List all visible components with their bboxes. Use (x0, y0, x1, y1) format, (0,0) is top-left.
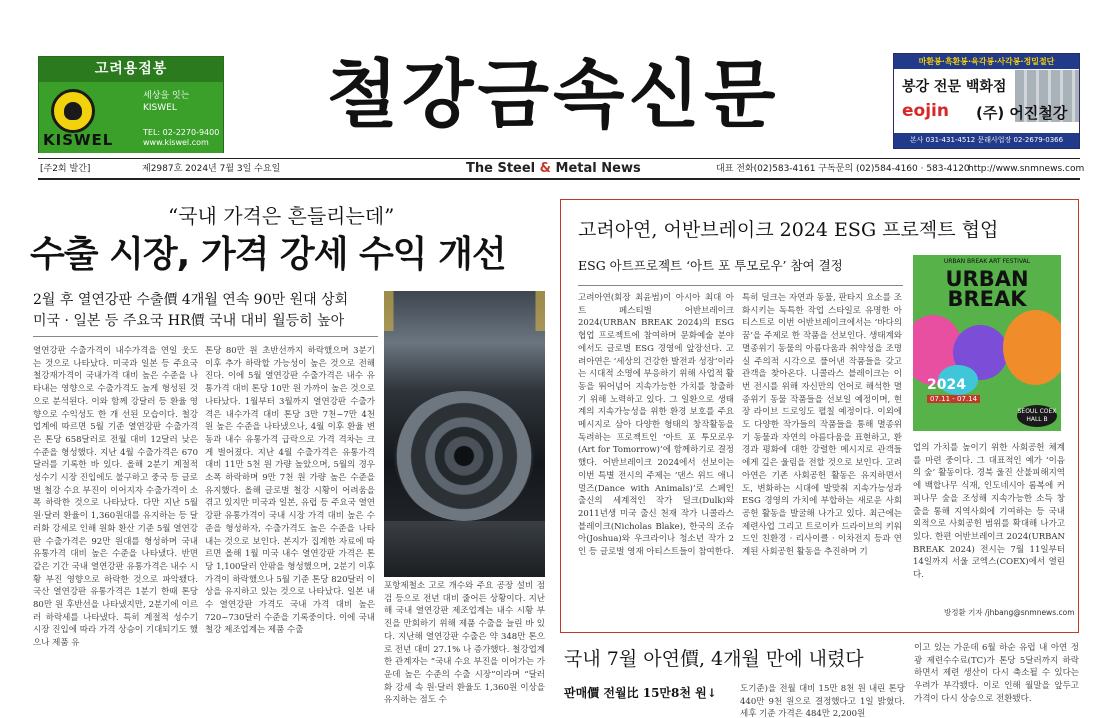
newspaper-title: 철강금속신문 (326, 52, 780, 138)
subhead-divider (33, 336, 378, 337)
english-name-a: The Steel (466, 161, 536, 176)
kiswel-slogan-line1: 세상을 잇는 (143, 91, 190, 101)
eojin-ad-headline: 봉강 전문 백화점 (902, 79, 1007, 95)
website-url[interactable]: http://www.snmnews.com (968, 164, 1085, 174)
phone-numbers: 대표 전화(02)583-4161 구독문의 (02)584-4160 · 583-4120 (716, 164, 970, 174)
lead-headline[interactable]: 수출 시장, 가격 강세 수익 개선 (30, 234, 506, 275)
urban-break-poster (913, 255, 1061, 431)
esg-column-3: 업의 가치를 높이기 위한 사회공헌 체계를 마련 중이다. 그 대표적인 예가 ‘이음의 숲’ 활동이다. 경북 울진 산불피해지역에 백합나무 식재, 인도네시아 롬복에 커피나무 숲을 조성해 지속가능한 소득 창출을 통해 지역사회에 기여하는 등 국내외적으로 사회공헌 범위를 확대해 나가고 있다. 한편 어반브레이크 2024(URBAN BREAK 2024) 전시는 7월 11일부터 14일까지 서울 코엑스(COEX)에서 열린다. (913, 443, 1065, 581)
kiswel-brand: KISWEL (43, 131, 114, 149)
esg-divider (578, 285, 903, 286)
kiswel-contact (143, 128, 219, 148)
eojin-steel-ad[interactable] (893, 53, 1080, 149)
lead-column-2: 톤당 80만 원 초반선까지 하락했으며 3분기 이후 추가 하락할 가능성이 높은 것으로 전해진다. 이에 5월 열연강판 수출가격은 내수 유통가격 대비 톤당 10만 원 가까이 높은 것으로 나타났다. 1월부터 3월까지 열연강판 수출가격은 내수가격 대비 톤당 3만 7천~7만 4천 원 높은 수준을 나타냈으나, 4월 이후 환율 변동과 내수 유통가격 급락으로 가격 격차는 크게 벌어졌다. 지난 4월 수출가격은 유통가격 대비 11만 5천 원 가량 높았으며, 5월의 경우 소폭 하락하며 9만 7천 원 가량 높은 수준을 유지했다. 올해 글로벌 철강 시황이 어려움을 겪고 있지만 미국과 일본, 유럽 등 주요국 열연강판 유통가격이 국내 시장 가격 대비 높은 수준을 형성하자, 수출가격도 높은 수준을 나타내는 것으로 보인다. 본지가 집계한 자료에 따르면 올해 1월 미국 내수 열연강판 가격은 톤당 1,100달러 안팎을 형성했으며, 2분기 이후 가격이 하락했으나 5월 기준 톤당 820달러 이상을 유지하고 있는 것으로 나타났다. 일본 내수 열연강판 가격도 국내 가격 대비 높은 720~730달러 수준을 기록중이다. 이에 국내 철강 제조업계는 제품 수출 (205, 346, 375, 636)
esg-column-2: 특히 덜크는 자연과 동물, 판타지 요소를 조화시키는 독특한 작업 스타일로 유명한 아티스트로 이번 어반브레이크에서는 ‘바다의 꿈’을 주제로 한 작품을 선보인다. 생태계와 멸종위기 동물의 아름다움과 취약성을 조명실 주의적 시각으로 풀어낸 작품들을 갖고 관객을 찾아온다. 니콜라스 블레이크는 이번 전시를 위해 자신만의 언어로 해석한 멸종위기 동물 작품들을 선보일 예정이며, 현장 라이브 드로잉도 펼칠 예정이다. 이외에도 다양한 작가들의 작품들을 통해 멸종위기 동물과 자연의 아름다움을 표현하고, 환경과 평화에 대한 강렬한 메시지로 관객들에게 깊은 울림을 전할 것으로 보인다. 고려아연은 기존 사회공헌 활동은 유지하면서도, 변화하는 시대에 발맞춰 지속가능성과 ESG 경영의 가치에 부합하는 새로운 사회공헌 활동을 발굴해 나가고 있다. 최근에는 제련사업 그리고 트로이카 드라이브의 키워드인 친환경 · 리사이클 · 이차전지 등과 연계된 사회공헌 활동을 추진하며 기 (742, 293, 902, 558)
esg-byline: 방정환 기자 /jhbang@snmnews.com (944, 608, 1075, 617)
eojin-logo: eojin (902, 101, 949, 121)
kiswel-slogan-line2: KISWEL (143, 103, 177, 113)
zinc-column-2: 이고 있는 가운데 6월 하순 유럽 내 아연 정광 제련수수료(TC)가 톤당 5달러까지 하락하면서 제련 생산이 다시 축소될 수 있다는 우려가 부각됐다. 이로 인해 월말을 앞두고 가격이 다시 상승으로 전환됐다. (914, 643, 1079, 704)
steel-coil-photo (384, 291, 545, 577)
lead-column-3: 포항제철소 고로 개수와 주요 공장 설비 점검 등으로 전년 대비 줄어든 상황이다. 지난해 국내 열연강판 제조업계는 내수 시황 부진을 만회하기 위해 제품 수출을 늘린 바 있다. 지난해 열연강판 수출은 약 348만 톤으로 전년 대비 27.1% 나 증가했다. 철강업계 한 관계자는 “국내 수요 부진을 이어가는 가운데 높은 수준의 수출 시장”이라며 “달러화 강세 속 원·달러 환율도 1,360원 이상을 유지하는 점도 수 (384, 581, 545, 706)
lead-column-1: 열연강판 수출가격이 내수가격을 연일 웃도는 것으로 나타났다. 미국과 일본 등 주요국 철강재가격이 국내가격 대비 높은 수준을 나타내는 영향으로 수출가격도 높게 형성된 것으로 분석된다. 이와 함께 강달러 등 환율 영향으로 수익성도 한 개 선된 모습이다. 철강업계에 따르면 5월 기준 열연강판 수출가격은 톤당 658달러로 전월 대비 12달러 낮은 수준을 형성했다. 지난 4월 수출가격은 670달러를 기록한 바 있다. 올해 2분기 계절적 성수기 시장 진입에도 불구하고 중국 등 글로벌 철강 수요 부진이 이어지자 수출가격이 소폭 하락한 것으로 나타났다. 다만 지난 5월 원·달러 환율이 1,360원대를 유지하는 등 달러화 강세로 인해 원화 환산 기준 5월 열연강판 수출가격은 92만 원대를 형성하며 국내 유통가격 대비 높은 수준을 나타냈다. 반면 같은 기간 국내 열연강판 유통가격은 내수 시황 부진 영향으로 하락한 것으로 파악됐다. 국산 열연강판 유통가격은 1분기 한때 톤당 80만 원 후반선을 나타냈지만, 2분기에 이르러 하락세를 나타냈다. 특히 계절적 성수기 시장 진입에 따라 가격 상승이 기대되기도 했으나 제품 유 (33, 346, 198, 649)
publication-frequency: [주2회 발간] (40, 164, 91, 174)
eojin-ad-contacts: 본사 031-431-4512 문래사업장 02-2679-0366 (894, 133, 1079, 148)
lead-subhead (33, 290, 378, 332)
esg-headline[interactable]: 고려아연, 어반브레이크 2024 ESG 프로젝트 협업 (578, 219, 999, 241)
lead-subhead-line1: 2월 후 열연강판 수출價 4개월 연속 90만 원대 상회 (33, 292, 349, 308)
poster-brand (913, 269, 1061, 309)
poster-dates: 07.11 - 07.14 (927, 395, 980, 403)
issue-info-bar (38, 158, 1085, 180)
bulldog-logo-icon (51, 89, 95, 133)
esg-column-1: 고려아연(회장 최윤범)이 아시아 최대 아트 페스티벌 어반브레이크 2024(URBAN BREAK 2024)의 ESG 협업 프로젝트에 참여하며 문화예술 분야에서도 글로벌 ESG 경영에 앞장선다. 고려아연은 ‘세상의 건강한 발전과 성장’이라는 시대적 소명에 부응하기 위해 사업적 활동을 뛰어넘어 지속가능한 가치를 창출하기 위해 노력하고 있다. 그 일환으로 생태계의 지속가능성을 위한 환경 보호를 주요 메시지로 삼아 다양한 형태의 창작활동을 독려하는 프로젝트인 ‘아트 포 투모로우(Art for Tomorrow)’에 함께하기로 결정했다. 어반브레이크 2024에서 선보이는 이번 특별 전시의 주제는 ‘댄스 위드 애니멀즈(Dance with Animals)’로 스페인 출신의 세계적인 작가 덜크(Dulk)와 2011년생 미국 출신 천재 작가 니콜라스 블레이크(Nicholas Blake), 한국의 조슈아(Joshua)와 우크라이나 청소년 작가 2인 등 글로벌 영재 아티스트들이 참여한다. (578, 293, 734, 558)
eojin-ad-top: 마환봉·흑환봉·육각봉·사각봉·정밀절단 (894, 54, 1079, 69)
zinc-column-1: 도기준)을 전월 대비 15만 8천 원 내린 톤당 440만 9천 원으로 결정했다고 1일 밝혔다. 세후 기준 가격은 484만 2,200원 (740, 684, 905, 718)
english-name-amp: & (539, 161, 552, 176)
english-name (466, 159, 641, 179)
issue-date: 제2987호 2024년 7월 3일 수요일 (142, 164, 281, 174)
kiswel-web: www.kiswel.com (143, 138, 209, 147)
kiswel-slogan (143, 90, 189, 114)
poster-brand-line1: URBAN (945, 267, 1029, 291)
zinc-subhead: 판매價 전월比 15만8천 원↓ (564, 686, 717, 700)
lead-subhead-line2: 미국 · 일본 등 주요국 HR價 국내 대비 월등히 높아 (33, 313, 345, 329)
kiswel-ad[interactable] (38, 56, 224, 153)
poster-festival-label: URBAN BREAK ART FESTIVAL (943, 258, 1031, 265)
kiswel-ad-header: 고려용접봉 (39, 57, 223, 82)
lead-kicker: “국내 가격은 흔들리는데” (168, 204, 395, 228)
eojin-company: (주) 어진철강 (976, 104, 1068, 122)
english-name-b: Metal News (555, 161, 641, 176)
poster-year: 2024 (927, 377, 966, 393)
poster-venue: SEOUL COEX HALL B (1017, 405, 1057, 427)
esg-subhead: ESG 아트프로젝트 ‘아트 포 투모로우’ 참여 결정 (578, 258, 843, 273)
zinc-headline[interactable]: 국내 7월 아연價, 4개월 만에 내렸다 (564, 648, 864, 670)
kiswel-tel: TEL: 02-2270-9400 (143, 128, 220, 137)
poster-brand-line2: BREAK (947, 287, 1027, 311)
